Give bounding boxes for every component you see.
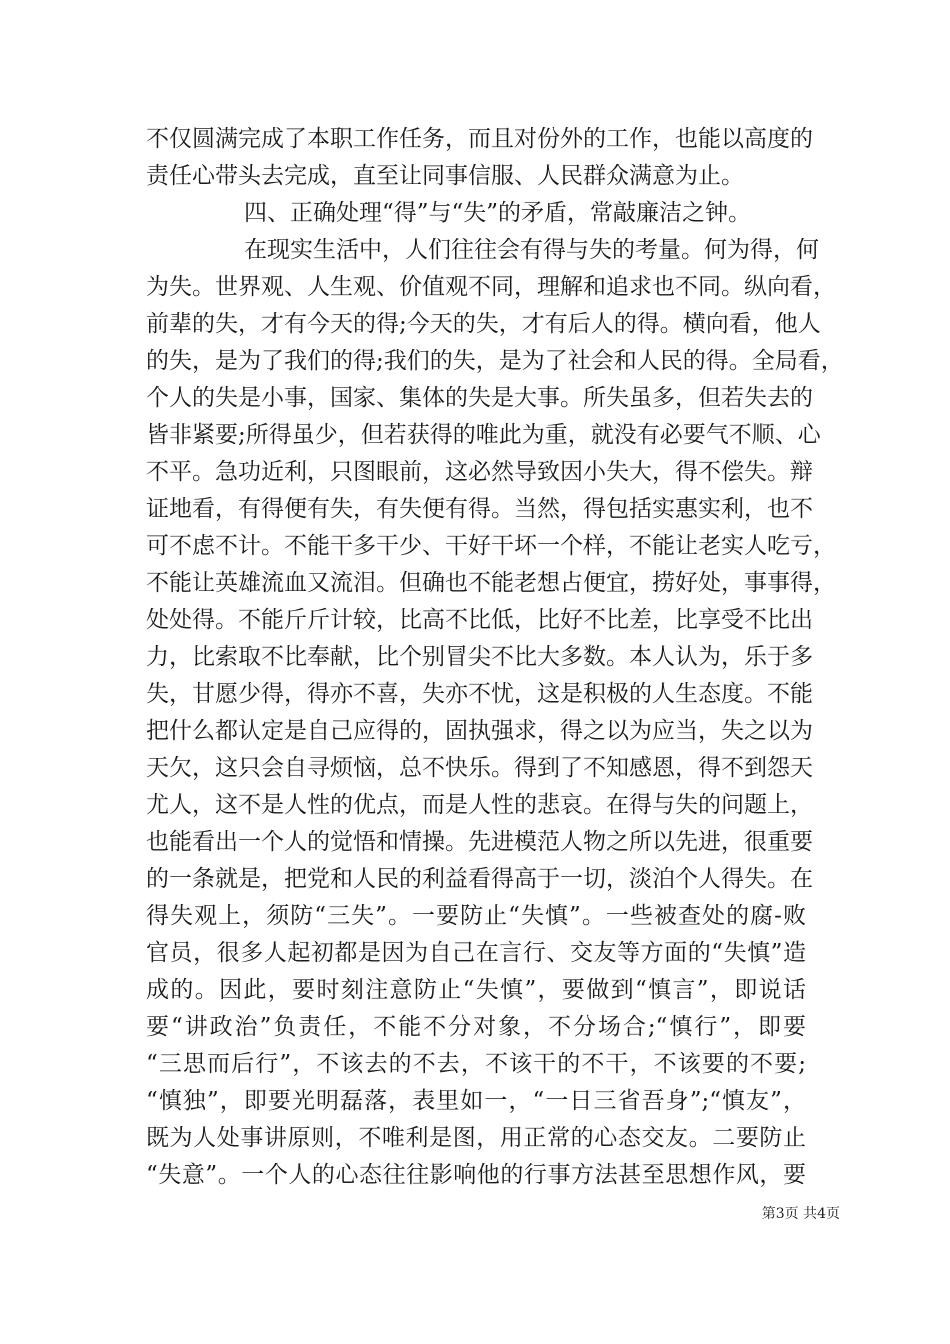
text-line: 既为人处事讲原则，不唯利是图，用正常的心态交友。二要防止: [146, 1125, 806, 1151]
text-line: 不能让英雄流血又流泪。但确也不能老想占便宜，捞好处，事事得，: [146, 570, 836, 596]
page-number-footer: 第3页 共4页: [761, 1206, 840, 1222]
text-line: “三思而后行”，不该去的不去，不该干的不干，不该要的不要;: [146, 1051, 806, 1077]
section-heading: 四、正确处理“得”与“失”的矛盾，常敲廉洁之钟。: [244, 200, 752, 226]
paragraph-first-line: 在现实生活中，人们往往会有得与失的考量。何为得，何: [244, 237, 819, 263]
text-line: 责任心带头去完成，直至让同事信服、人民群众满意为止。: [146, 163, 744, 189]
text-line: 也能看出一个人的觉悟和情操。先进模范人物之所以先进，很重要: [146, 829, 813, 855]
text-line: 把什么都认定是自己应得的，固执强求，得之以为应当，失之以为: [146, 718, 813, 744]
text-line: “慎独”，即要光明磊落，表里如一，“一日三省吾身”;“慎友”，: [146, 1088, 806, 1114]
text-line: 皆非紧要;所得虽少，但若获得的唯此为重，就没有必要气不顺、心: [146, 422, 821, 448]
text-line: 要“讲政治”负责任，不能不分对象，不分场合;“慎行”，即要: [146, 1014, 806, 1040]
text-line: 不仅圆满完成了本职工作任务，而且对份外的工作，也能以高度的: [146, 126, 813, 152]
text-line: 天欠，这只会自寻烦恼，总不快乐。得到了不知感恩，得不到怨天: [146, 755, 813, 781]
text-line: 的一条就是，把党和人民的利益看得高于一切，淡泊个人得失。在: [146, 866, 813, 892]
text-line: 尤人，这不是人性的优点，而是人性的悲哀。在得与失的问题上，: [146, 792, 813, 818]
text-line: 的失，是为了我们的得;我们的失，是为了社会和人民的得。全局看，: [146, 348, 844, 374]
text-line: 成的。因此，要时刻注意防止“失慎”，要做到“慎言”，即说话: [146, 977, 806, 1003]
text-line: 得失观上，须防“三失”。一要防止“失慎”。一些被查处的腐-败: [146, 903, 806, 929]
text-line: 可不虑不计。不能干多干少、干好干坏一个样，不能让老实人吃亏，: [146, 533, 836, 559]
text-line: 个人的失是小事，国家、集体的失是大事。所失虽多，但若失去的: [146, 385, 813, 411]
text-line: 证地看，有得便有失，有失便有得。当然，得包括实惠实利，也不: [146, 496, 813, 522]
text-line: “失意”。一个人的心态往往影响他的行事方法甚至思想作风，要: [146, 1162, 806, 1188]
text-line: 前辈的失，才有今天的得;今天的失，才有后人的得。横向看，他人: [146, 311, 821, 337]
text-line: 不平。急功近利，只图眼前，这必然导致因小失大，得不偿失。辩: [146, 459, 813, 485]
text-line: 失，甘愿少得，得亦不喜，失亦不忧，这是积极的人生态度。不能: [146, 681, 813, 707]
text-line: 处处得。不能斤斤计较，比高不比低，比好不比差，比享受不比出: [146, 607, 813, 633]
text-line: 为失。世界观、人生观、价值观不同，理解和追求也不同。纵向看，: [146, 274, 836, 300]
text-line: 官员，很多人起初都是因为自己在言行、交友等方面的“失慎”造: [146, 940, 806, 966]
text-line: 力，比索取不比奉献，比个别冒尖不比大多数。本人认为，乐于多: [146, 644, 813, 670]
